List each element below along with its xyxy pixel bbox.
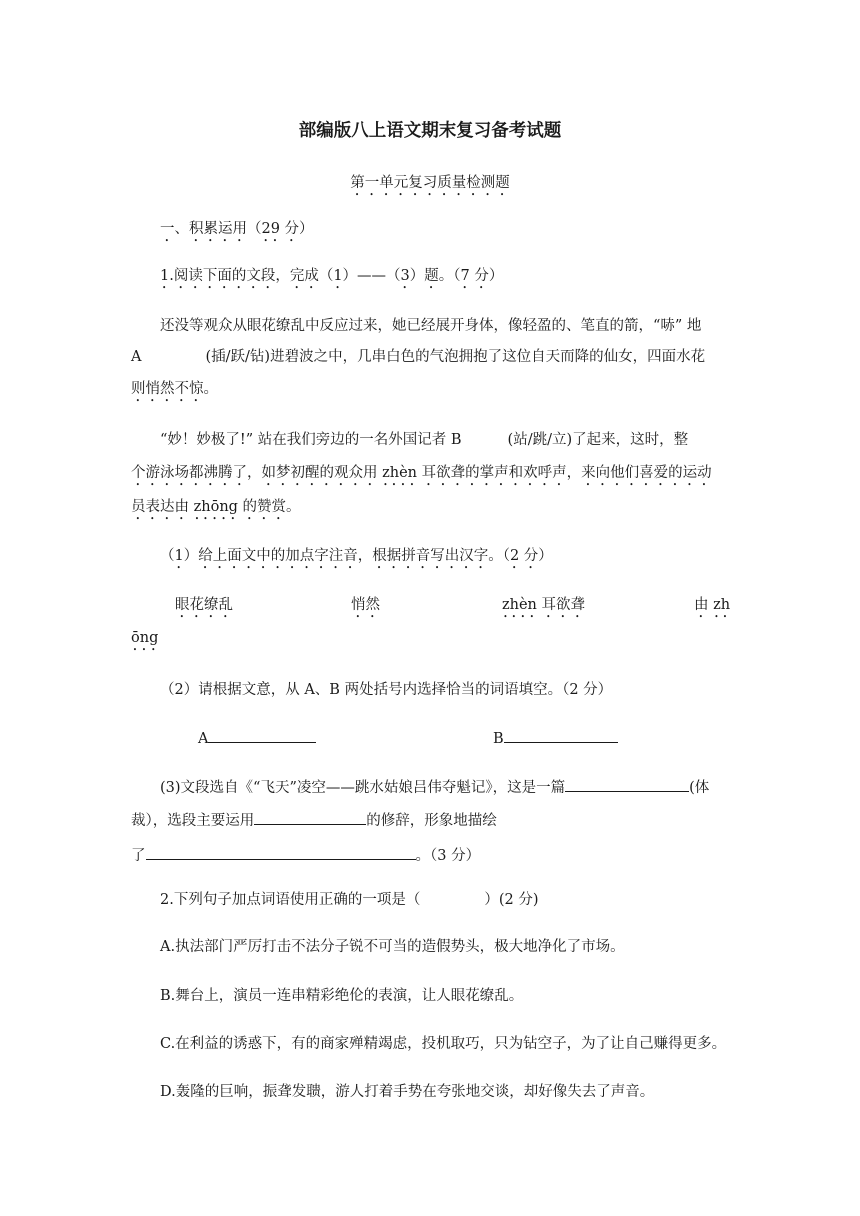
passage-text: “妙！妙极了!” 站在我们旁边的一名外国记者 B: [160, 432, 462, 448]
option-a: A.执法部门严厉打击不法分子锐不可当的造假势头，极大地净化了市场。: [160, 939, 625, 955]
answer-a: [198, 727, 316, 749]
passage-text: (站/跳/立)了起来，这时，整: [507, 432, 689, 448]
rhetoric-blank[interactable]: [254, 809, 366, 825]
page-title: 部编版八上语文期末复习备考试题: [298, 121, 562, 141]
sub-question-3-text: 裁），选段主要运用: [131, 813, 255, 829]
passage-line: 个游泳场都沸腾了，如梦初醒的观众用 zhèn 耳欲聋的掌声和欢呼声，来向他们喜爱的运动: [131, 465, 712, 481]
sub-question-3-text: (3)文段选自《“飞天”凌空——跳水姑娘吕伟夺魁记》，这是一篇: [160, 780, 566, 796]
sub-question-2: （2）请根据文意，从 A、B 两处括号内选择恰当的词语填空。（2 分）: [160, 682, 613, 698]
section-heading: 一、积累运用（29 分）: [160, 221, 314, 237]
page-subtitle: 第一单元复习质量检测题: [350, 175, 510, 191]
question-2-text: ）(2 分): [484, 892, 539, 908]
word-item: 眼花缭乱: [175, 597, 233, 613]
option-d: D.轰隆的巨响，振聋发聩，游人打着手势在夸张地交谈，却好像失去了声音。: [160, 1084, 655, 1100]
description-blank[interactable]: [146, 844, 416, 860]
sub-question-3-text: 的修辞，形象地描绘: [366, 813, 497, 829]
question-1-stem: 1.阅读下面的文段，完成（1）——（3）题。（7 分）: [160, 268, 504, 284]
sub-question-3-line: [131, 844, 480, 866]
word-item: 悄然: [351, 597, 380, 613]
word-item-wrap: ōng: [131, 630, 159, 646]
sub-question-3-text: (体: [689, 780, 710, 796]
sub-question-3: [160, 776, 709, 798]
genre-blank[interactable]: [565, 776, 689, 792]
question-2-text: 2.下列句子加点词语使用正确的一项是（: [160, 892, 421, 908]
answer-b-blank[interactable]: [504, 727, 618, 743]
question-2-stem: [160, 890, 539, 910]
passage-line: [160, 430, 688, 450]
answer-a-label: A: [198, 731, 209, 747]
answer-a-blank[interactable]: [208, 727, 316, 743]
passage-line: [131, 347, 705, 367]
passage-line: 还没等观众从眼花缭乱中反应过来，她已经展开身体，像轻盈的、笔直的箭，“哧” 地: [160, 318, 702, 334]
word-item: zhèn 耳欲聋: [502, 597, 586, 613]
passage-line: 员表达由 zhōng 的赞赏。: [131, 499, 301, 515]
sub-question-3-line: [131, 809, 497, 831]
sub-question-1: （1）给上面文中的加点字注音，根据拼音写出汉字。（2 分）: [160, 548, 553, 564]
word-item: 由 zh: [694, 597, 731, 613]
blank-label-a: A: [131, 349, 142, 365]
passage-line: 则悄然不惊。: [131, 381, 218, 397]
option-c: C.在利益的诱惑下，有的商家殚精竭虑，投机取巧，只为钻空子，为了让自己赚得更多。: [160, 1036, 727, 1052]
sub-question-3-text: 。（3 分）: [415, 848, 481, 864]
option-b: B.舞台上，演员一连串精彩绝伦的表演，让人眼花缭乱。: [160, 988, 524, 1004]
passage-text: (插/跃/钻)进碧波之中，几串白色的气泡拥抱了这位自天而降的仙女，四面水花: [205, 349, 706, 365]
answer-b: [493, 727, 618, 749]
answer-b-label: B: [493, 731, 504, 747]
sub-question-3-text: 了: [131, 848, 146, 864]
